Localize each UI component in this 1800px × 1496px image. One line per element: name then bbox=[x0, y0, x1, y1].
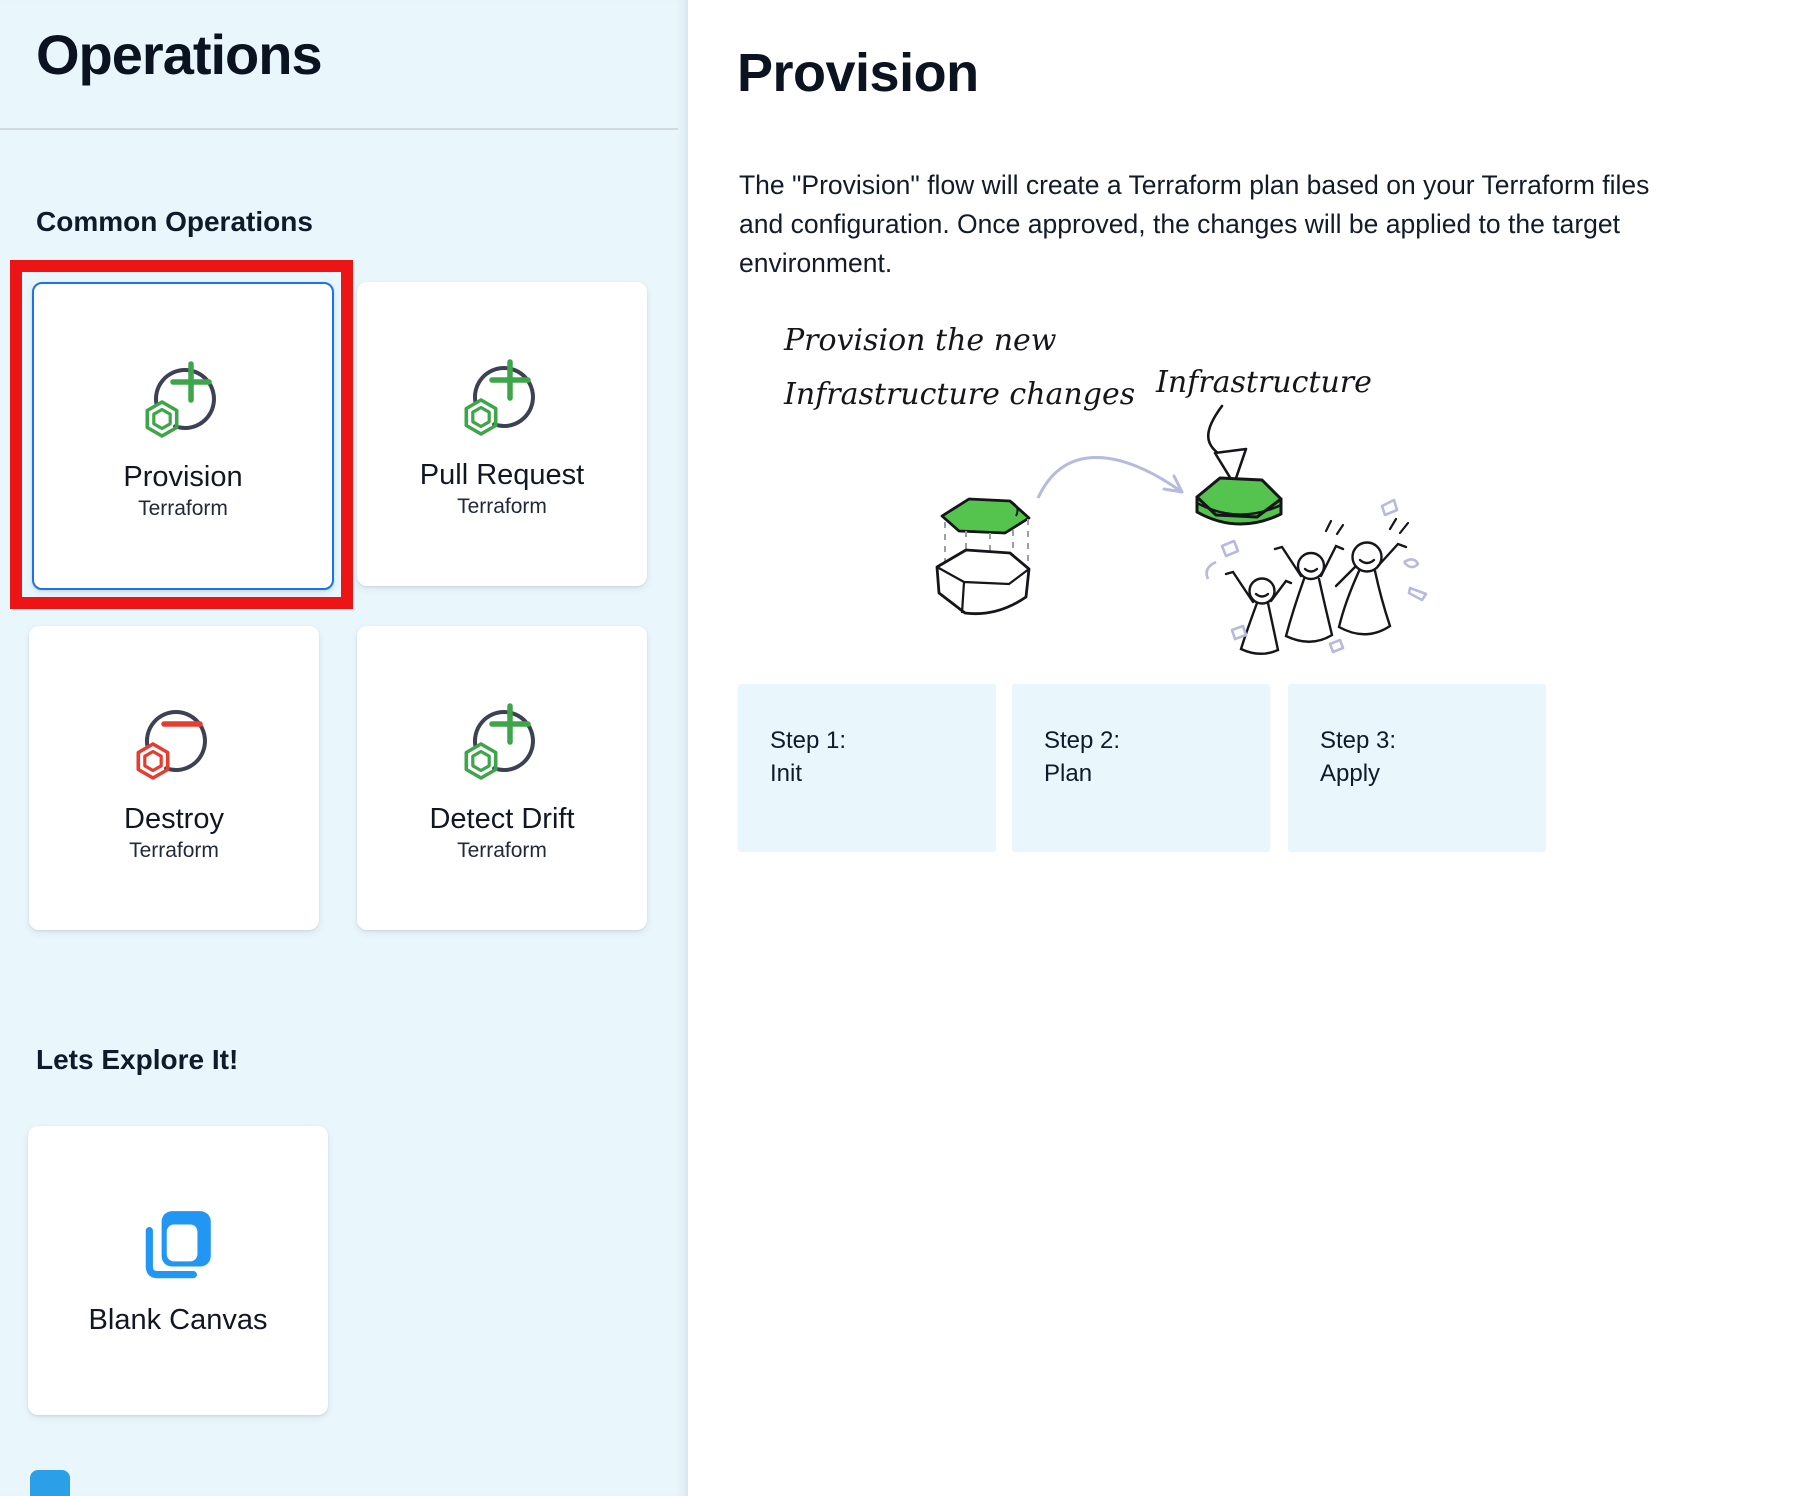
card-title: Destroy bbox=[124, 803, 224, 835]
operation-card-detect-drift[interactable] bbox=[357, 626, 647, 930]
planned-hexagon-sketch bbox=[937, 499, 1029, 614]
terraform-add-icon bbox=[450, 349, 554, 453]
page-title: Provision bbox=[737, 43, 979, 103]
step-card-plan bbox=[1012, 684, 1270, 852]
illustration-caption-right: Infrastructure bbox=[1156, 365, 1372, 400]
terraform-add-icon-svg bbox=[450, 349, 554, 453]
lets-explore-heading: Lets Explore It! bbox=[36, 1044, 239, 1075]
operation-card-blank-canvas[interactable] bbox=[28, 1126, 328, 1415]
card-title: Blank Canvas bbox=[88, 1304, 268, 1336]
partially-visible-card-icon bbox=[30, 1470, 70, 1496]
operation-card-provision[interactable] bbox=[32, 282, 334, 590]
down-arrow-sketch bbox=[1208, 406, 1246, 484]
illustration-caption-line1: Provision the new bbox=[784, 323, 1057, 358]
flow-description-line: and configuration. Once approved, the changes will be applied to the target bbox=[739, 209, 1620, 239]
step-card-init bbox=[738, 684, 996, 852]
provisioned-hexagon-sketch bbox=[1197, 478, 1281, 524]
illustration-caption-line2: Infrastructure changes bbox=[784, 377, 1136, 412]
operation-card-pull-request[interactable] bbox=[357, 282, 647, 586]
card-subtitle: Terraform bbox=[457, 495, 547, 518]
terraform-add-icon-svg bbox=[131, 351, 235, 455]
blank-canvas-icon-svg bbox=[135, 1204, 221, 1290]
sidebar-title: Operations bbox=[36, 23, 322, 86]
card-title: Detect Drift bbox=[429, 803, 575, 835]
provision-illustration bbox=[770, 300, 1430, 670]
flow-description-line: The "Provision" flow will create a Terraform plan based on your Terraform files bbox=[739, 170, 1650, 200]
terraform-add-icon bbox=[131, 351, 235, 455]
step-name: Plan bbox=[1044, 760, 1093, 787]
terraform-remove-icon bbox=[122, 693, 226, 797]
operation-card-destroy[interactable] bbox=[29, 626, 319, 930]
step-label: Step 2: bbox=[1044, 727, 1121, 754]
terraform-remove-icon-svg bbox=[122, 693, 226, 797]
transition-arrow-sketch bbox=[1038, 457, 1182, 498]
step-label: Step 3: bbox=[1320, 727, 1397, 754]
card-title: Provision bbox=[123, 461, 243, 493]
common-operations-heading: Common Operations bbox=[36, 206, 313, 237]
card-subtitle: Terraform bbox=[138, 497, 228, 520]
flow-description-line: environment. bbox=[739, 248, 893, 278]
step-name: Apply bbox=[1320, 760, 1381, 787]
flow-description bbox=[739, 166, 1649, 283]
sidebar bbox=[0, 0, 688, 1496]
sidebar-divider bbox=[0, 128, 678, 130]
card-subtitle: Terraform bbox=[457, 839, 547, 862]
terraform-add-icon-svg bbox=[450, 693, 554, 797]
step-card-apply bbox=[1288, 684, 1546, 852]
terraform-add-icon bbox=[450, 693, 554, 797]
blank-canvas-icon bbox=[135, 1204, 221, 1290]
step-name: Init bbox=[770, 760, 803, 787]
celebrating-people-sketch bbox=[1226, 519, 1408, 654]
card-title: Pull Request bbox=[419, 459, 585, 491]
card-subtitle: Terraform bbox=[129, 839, 219, 862]
step-label: Step 1: bbox=[770, 727, 847, 754]
